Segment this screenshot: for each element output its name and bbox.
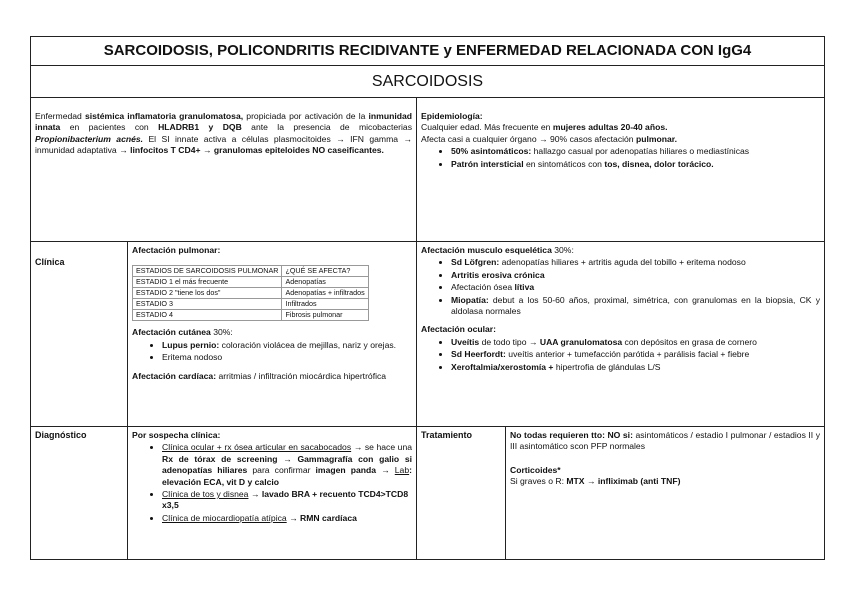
intro-text: Propionibacterium acnés.: [35, 133, 144, 144]
epidemiology-text: Cualquier edad. Más frecuente en: [421, 122, 553, 133]
section-title: SARCOIDOSIS: [30, 65, 825, 98]
epidemiology-text: mujeres adultas 20-40 años.: [552, 122, 668, 133]
intro-text: sistémica inflamatoria granulomatosa,: [84, 111, 244, 121]
list-item: • Uveítis de todo tipo → UAA granulomatosa con depósitos en grasa de cornero: [451, 337, 820, 348]
row-label-tratamiento: Tratamiento: [416, 426, 506, 560]
row-label-diagnostico: Diagnóstico: [30, 426, 128, 560]
epidemiology-text: pulmonar.: [635, 133, 678, 144]
corticoides-label: Corticoides*: [510, 464, 561, 475]
list-item: • Eritema nodoso: [162, 352, 412, 363]
intro-text: propiciada por activación de la: [243, 111, 369, 121]
epidemiology-label: Epidemiología:: [421, 111, 483, 121]
list-item: • 50% asintomáticos: hallazgo casual por adenopatías hiliares o mediastínicas: [451, 146, 820, 157]
intro-text: inmunidad innata: [35, 111, 412, 133]
page-title: SARCOIDOSIS, POLICONDRITIS RECIDIVANTE y ENFERMEDAD RELACIONADA CON IgG4: [30, 36, 825, 66]
intro-text: linfocitos T CD4+ → granulomas epiteloides NO caseificantes.: [130, 145, 384, 156]
tratamiento-cell: [505, 426, 825, 560]
intro-text: HLADRB1 y DQB: [158, 122, 242, 133]
intro-text: Enfermedad: [35, 111, 85, 121]
list-item: • Sd Löfgren: adenopatías hiliares + artritis aguda del tobillo + eritema nodoso: [451, 257, 820, 268]
list-item: • Xeroftalmia/xerostomía + hipertrofia de glándulas L/S: [451, 362, 820, 373]
tratamiento-text: Si graves o R:: [510, 476, 567, 487]
list-item: • Afectación ósea lítiva: [451, 282, 820, 293]
table-row: ESTADIO 4 Fibrosis pulmonar: [133, 310, 369, 321]
table-row: ESTADIO 3 Infiltrados: [133, 299, 369, 310]
table-header-row: [133, 266, 369, 277]
intro-text: en pacientes con: [60, 122, 159, 133]
list-item: • Sd Heerfordt: uveítis anterior + tumefacción parótida + parálisis facial + fiebre: [451, 349, 820, 360]
diagnostico-cell: [127, 426, 417, 560]
list-item: • Miopatía: debut a los 50-60 años, proximal, simétrica, con granulomas en la biopsia, CK y aldolasa normales: [451, 295, 820, 318]
cardiaca-label: Afectación cardíaca:: [132, 370, 217, 381]
table-header: ¿QUÉ SE AFECTA?: [282, 266, 368, 277]
tratamiento-text: MTX → infliximab (anti TNF): [566, 476, 681, 487]
table-row: ESTADIO 2 "tiene los dos" Adenopatías + infiltrados: [133, 288, 369, 299]
table-row: ESTADIO 1 el más frecuente Adenopatías: [133, 277, 369, 288]
pulmonar-label: Afectación pulmonar:: [132, 245, 221, 255]
clinica-right-cell: Afectación musculo esquelética 30%: • Sd Löfgren: adenopatías hiliares + artritis aguda del tobillo + eritema nodoso • Artritis erosiva crónica • Afectación ósea lítiva • Miopatía: debut a los 50-60 años, proximal, simétrica, con granulomas en la biopsia, CK y aldolasa normales Afectación ocular: • Uveítis de todo tipo → UAA granulomatosa con depósitos en grasa de cornero • Sd Heerfordt: uveítis anterior + tumefacción parótida + parálisis facial + fiebre • Xeroftalmia/xerostomía + hipertrofia de glándulas L/S: [416, 241, 825, 427]
sospecha-label: Por sospecha clínica:: [132, 430, 221, 440]
list-item: • Clínica de miocardiopatía atípica → RMN cardíaca: [162, 513, 412, 524]
cutanea-label: Afectación cutánea: [132, 327, 211, 338]
table-header: ESTADIOS DE SARCOIDOSIS PULMONAR: [133, 266, 282, 277]
epidemiology-cell: [416, 97, 825, 242]
stages-table: [132, 265, 369, 321]
intro-text: ante la presencia de micobacterias: [241, 122, 412, 133]
ocular-label: Afectación ocular:: [421, 324, 496, 335]
row-label-clinica: Clínica: [30, 241, 128, 427]
intro-text: El SI innate activa a células plasmocitoides → IFN gamma → inmunidad adaptativa →: [35, 133, 412, 156]
tratamiento-text: No todas requieren tto: NO si: asintomáticos / estadio I pulmonar / estadios II y III asintomático scon PFP normales: [510, 430, 821, 452]
clinica-left-cell: Afectación pulmonar: ESTADIOS DE SARCOIDOSIS PULMONAR ¿QUÉ SE AFECTA? ESTADIO 1 el más frecuente Adenopatías ESTADIO 2 "tiene los dos" Adenopatías + infiltrados ESTADIO 3 Infiltrados ESTADIO 4 Fibrosis pulmonar Afectación cutánea 30%: • Lupus pernio: coloración violácea de mejillas, nariz y orejas. • Eritema nodoso Afectación cardíaca: arritmias / infiltración miocárdica hipertrófica: [127, 241, 417, 427]
list-item: • Lupus pernio: coloración violácea de mejillas, nariz y orejas.: [162, 340, 412, 351]
list-item: • Clínica de tos y disnea → lavado BRA + recuento TCD4>TCD8 x3,5: [162, 489, 412, 512]
epidemiology-text: Afecta casi a cualquier órgano → 90% casos afectación: [421, 133, 636, 144]
intro-cell: [30, 97, 417, 242]
musculo-label: Afectación musculo esquelética: [421, 245, 552, 255]
list-item: • Artritis erosiva crónica: [451, 270, 820, 281]
list-item: • Clínica ocular + rx ósea articular en sacabocados → se hace una Rx de tórax de screening → Gammagrafía con galio si adenopatías hiliares para confirmar imagen panda → Lab: elevación ECA, vit D y calcio: [162, 442, 412, 488]
list-item: • Patrón intersticial en sintomáticos con tos, disnea, dolor torácico.: [451, 159, 820, 170]
